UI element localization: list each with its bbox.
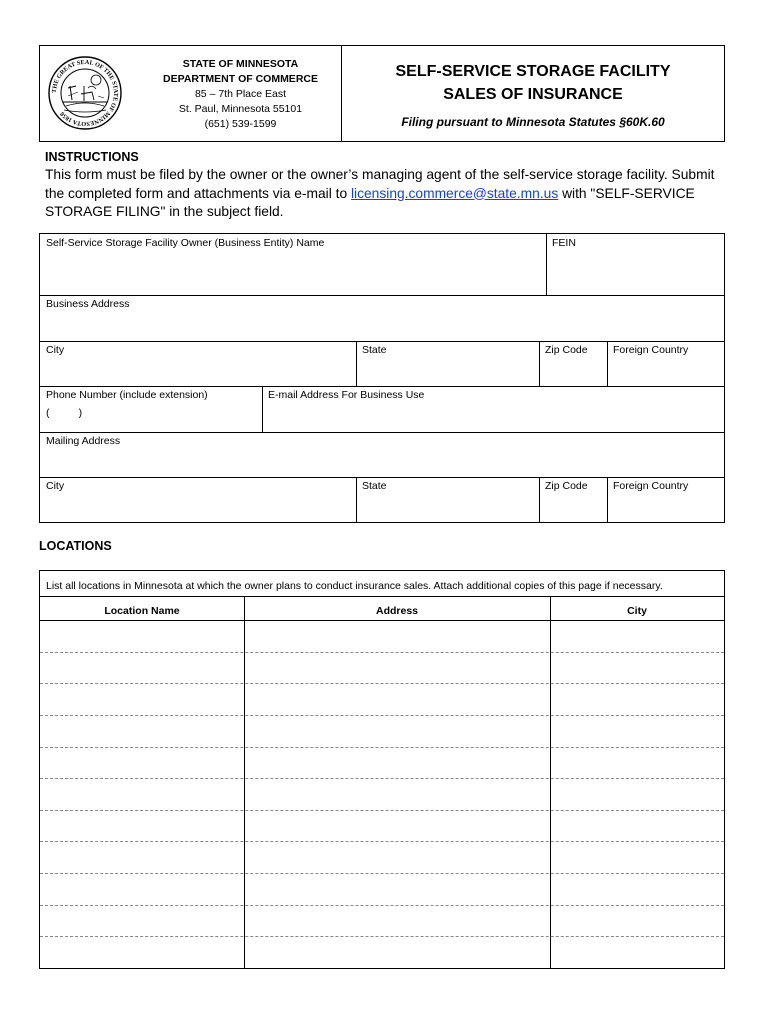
fein-label: FEIN — [552, 237, 576, 249]
city-label: City — [46, 344, 65, 356]
form-header — [39, 45, 725, 142]
row-city-input[interactable] — [550, 620, 724, 652]
mailing-zip-field[interactable] — [539, 477, 607, 522]
mailing-address-field[interactable] — [40, 432, 724, 477]
row-city-input[interactable] — [550, 841, 724, 873]
owner-info-form — [39, 233, 725, 523]
row-divider — [40, 810, 724, 811]
row-city-input[interactable] — [550, 873, 724, 905]
row-divider — [40, 778, 724, 779]
seal-text: THE GREAT SEAL OF THE STATE OF MINNESOTA 1858 — [50, 58, 120, 128]
email-field[interactable] — [262, 386, 724, 432]
row-address-input[interactable] — [244, 810, 550, 842]
row-location-name-input[interactable] — [40, 747, 244, 779]
mailing-country-field[interactable] — [607, 477, 724, 522]
form-title-line1: SELF-SERVICE STORAGE FACILITY — [395, 63, 671, 80]
agency-name: STATE OF MINNESOTA — [182, 58, 299, 70]
row-city-input[interactable] — [550, 715, 724, 747]
mailing-state-field[interactable] — [356, 477, 539, 522]
email-link[interactable]: licensing.commerce@state.mn.us — [350, 185, 559, 201]
instructions-text-part1: This form must be filed by the owner or the owner’s managing agent of the self-service storage facility. Submit the completed form and attachments via e-mail to — [45, 167, 715, 201]
country-label: Foreign Country — [613, 344, 689, 356]
row-divider — [40, 715, 724, 716]
row-address-input[interactable] — [244, 873, 550, 905]
row-divider — [40, 873, 724, 874]
row-address-input[interactable] — [244, 936, 550, 968]
phone-placeholder: ( ) — [46, 407, 83, 419]
row-divider — [40, 905, 724, 906]
zip-label: Zip Code — [545, 344, 588, 356]
row-address-input[interactable] — [244, 841, 550, 873]
row-address-input[interactable] — [244, 620, 550, 652]
row-location-name-input[interactable] — [40, 778, 244, 810]
instructions-text-part2: with "SELF-SERVICE STORAGE FILING" in the subject field. — [45, 185, 695, 219]
locations-table — [39, 570, 725, 969]
row-city-input[interactable] — [550, 810, 724, 842]
email-label: E-mail Address For Business Use — [268, 389, 425, 401]
row-location-name-input[interactable] — [40, 841, 244, 873]
mailing-city-field[interactable] — [40, 477, 356, 522]
business-address-label: Business Address — [46, 298, 130, 310]
row-address-input[interactable] — [244, 715, 550, 747]
row-address-input[interactable] — [244, 683, 550, 715]
state-seal-icon — [48, 56, 122, 130]
city-field[interactable] — [40, 341, 356, 386]
row-divider — [40, 652, 724, 653]
phone-field[interactable] — [40, 386, 262, 432]
locations-heading: LOCATIONS — [39, 539, 112, 553]
agency-phone: (651) 539-1599 — [204, 118, 277, 130]
owner-name-label: Self-Service Storage Facility Owner (Business Entity) Name — [46, 237, 325, 249]
zip-field[interactable] — [539, 341, 607, 386]
state-label: State — [362, 344, 387, 356]
row-city-input[interactable] — [550, 747, 724, 779]
col-header-location-name: Location Name — [104, 605, 180, 617]
row-location-name-input[interactable] — [40, 683, 244, 715]
fein-field[interactable] — [546, 234, 724, 295]
row-divider — [40, 683, 724, 684]
mailing-city-label: City — [46, 480, 65, 492]
row-address-input[interactable] — [244, 747, 550, 779]
street-address: 85 – 7th Place East — [194, 88, 287, 100]
mailing-state-label: State — [362, 480, 387, 492]
row-address-input[interactable] — [244, 778, 550, 810]
filing-note: Filing pursuant to Minnesota Statutes §60K.60 — [401, 115, 665, 129]
row-divider — [40, 936, 724, 937]
row-divider — [40, 747, 724, 748]
mailing-zip-label: Zip Code — [545, 480, 588, 492]
mailing-country-label: Foreign Country — [613, 480, 689, 492]
row-city-input[interactable] — [550, 652, 724, 684]
agency-block — [40, 46, 342, 141]
row-location-name-input[interactable] — [40, 905, 244, 937]
row-location-name-input[interactable] — [40, 715, 244, 747]
row-city-input[interactable] — [550, 905, 724, 937]
phone-label: Phone Number (include extension) — [46, 389, 208, 401]
locations-instruction: List all locations in Minnesota at which the owner plans to conduct insurance sales. Attach additional copies of this page if necessary. — [46, 580, 663, 592]
col-header-city: City — [627, 605, 647, 617]
title-block — [342, 46, 724, 141]
row-city-input[interactable] — [550, 778, 724, 810]
row-location-name-input[interactable] — [40, 652, 244, 684]
state-field[interactable] — [356, 341, 539, 386]
city-state-zip: St. Paul, Minnesota 55101 — [178, 103, 303, 115]
business-address-field[interactable] — [40, 295, 724, 341]
row-location-name-input[interactable] — [40, 873, 244, 905]
row-location-name-input[interactable] — [40, 620, 244, 652]
form-title-line2: SALES OF INSURANCE — [443, 86, 623, 103]
row-address-input[interactable] — [244, 905, 550, 937]
col-header-address: Address — [375, 605, 418, 617]
row-city-input[interactable] — [550, 936, 724, 968]
instructions-text — [45, 166, 720, 222]
country-field[interactable] — [607, 341, 724, 386]
row-city-input[interactable] — [550, 683, 724, 715]
mailing-address-label: Mailing Address — [46, 435, 121, 447]
row-divider — [40, 841, 724, 842]
agency-address — [158, 57, 323, 132]
row-location-name-input[interactable] — [40, 810, 244, 842]
instructions-heading: INSTRUCTIONS — [45, 150, 139, 164]
department-name: DEPARTMENT OF COMMERCE — [163, 73, 318, 85]
row-address-input[interactable] — [244, 652, 550, 684]
owner-name-field[interactable] — [40, 234, 546, 295]
row-location-name-input[interactable] — [40, 936, 244, 968]
